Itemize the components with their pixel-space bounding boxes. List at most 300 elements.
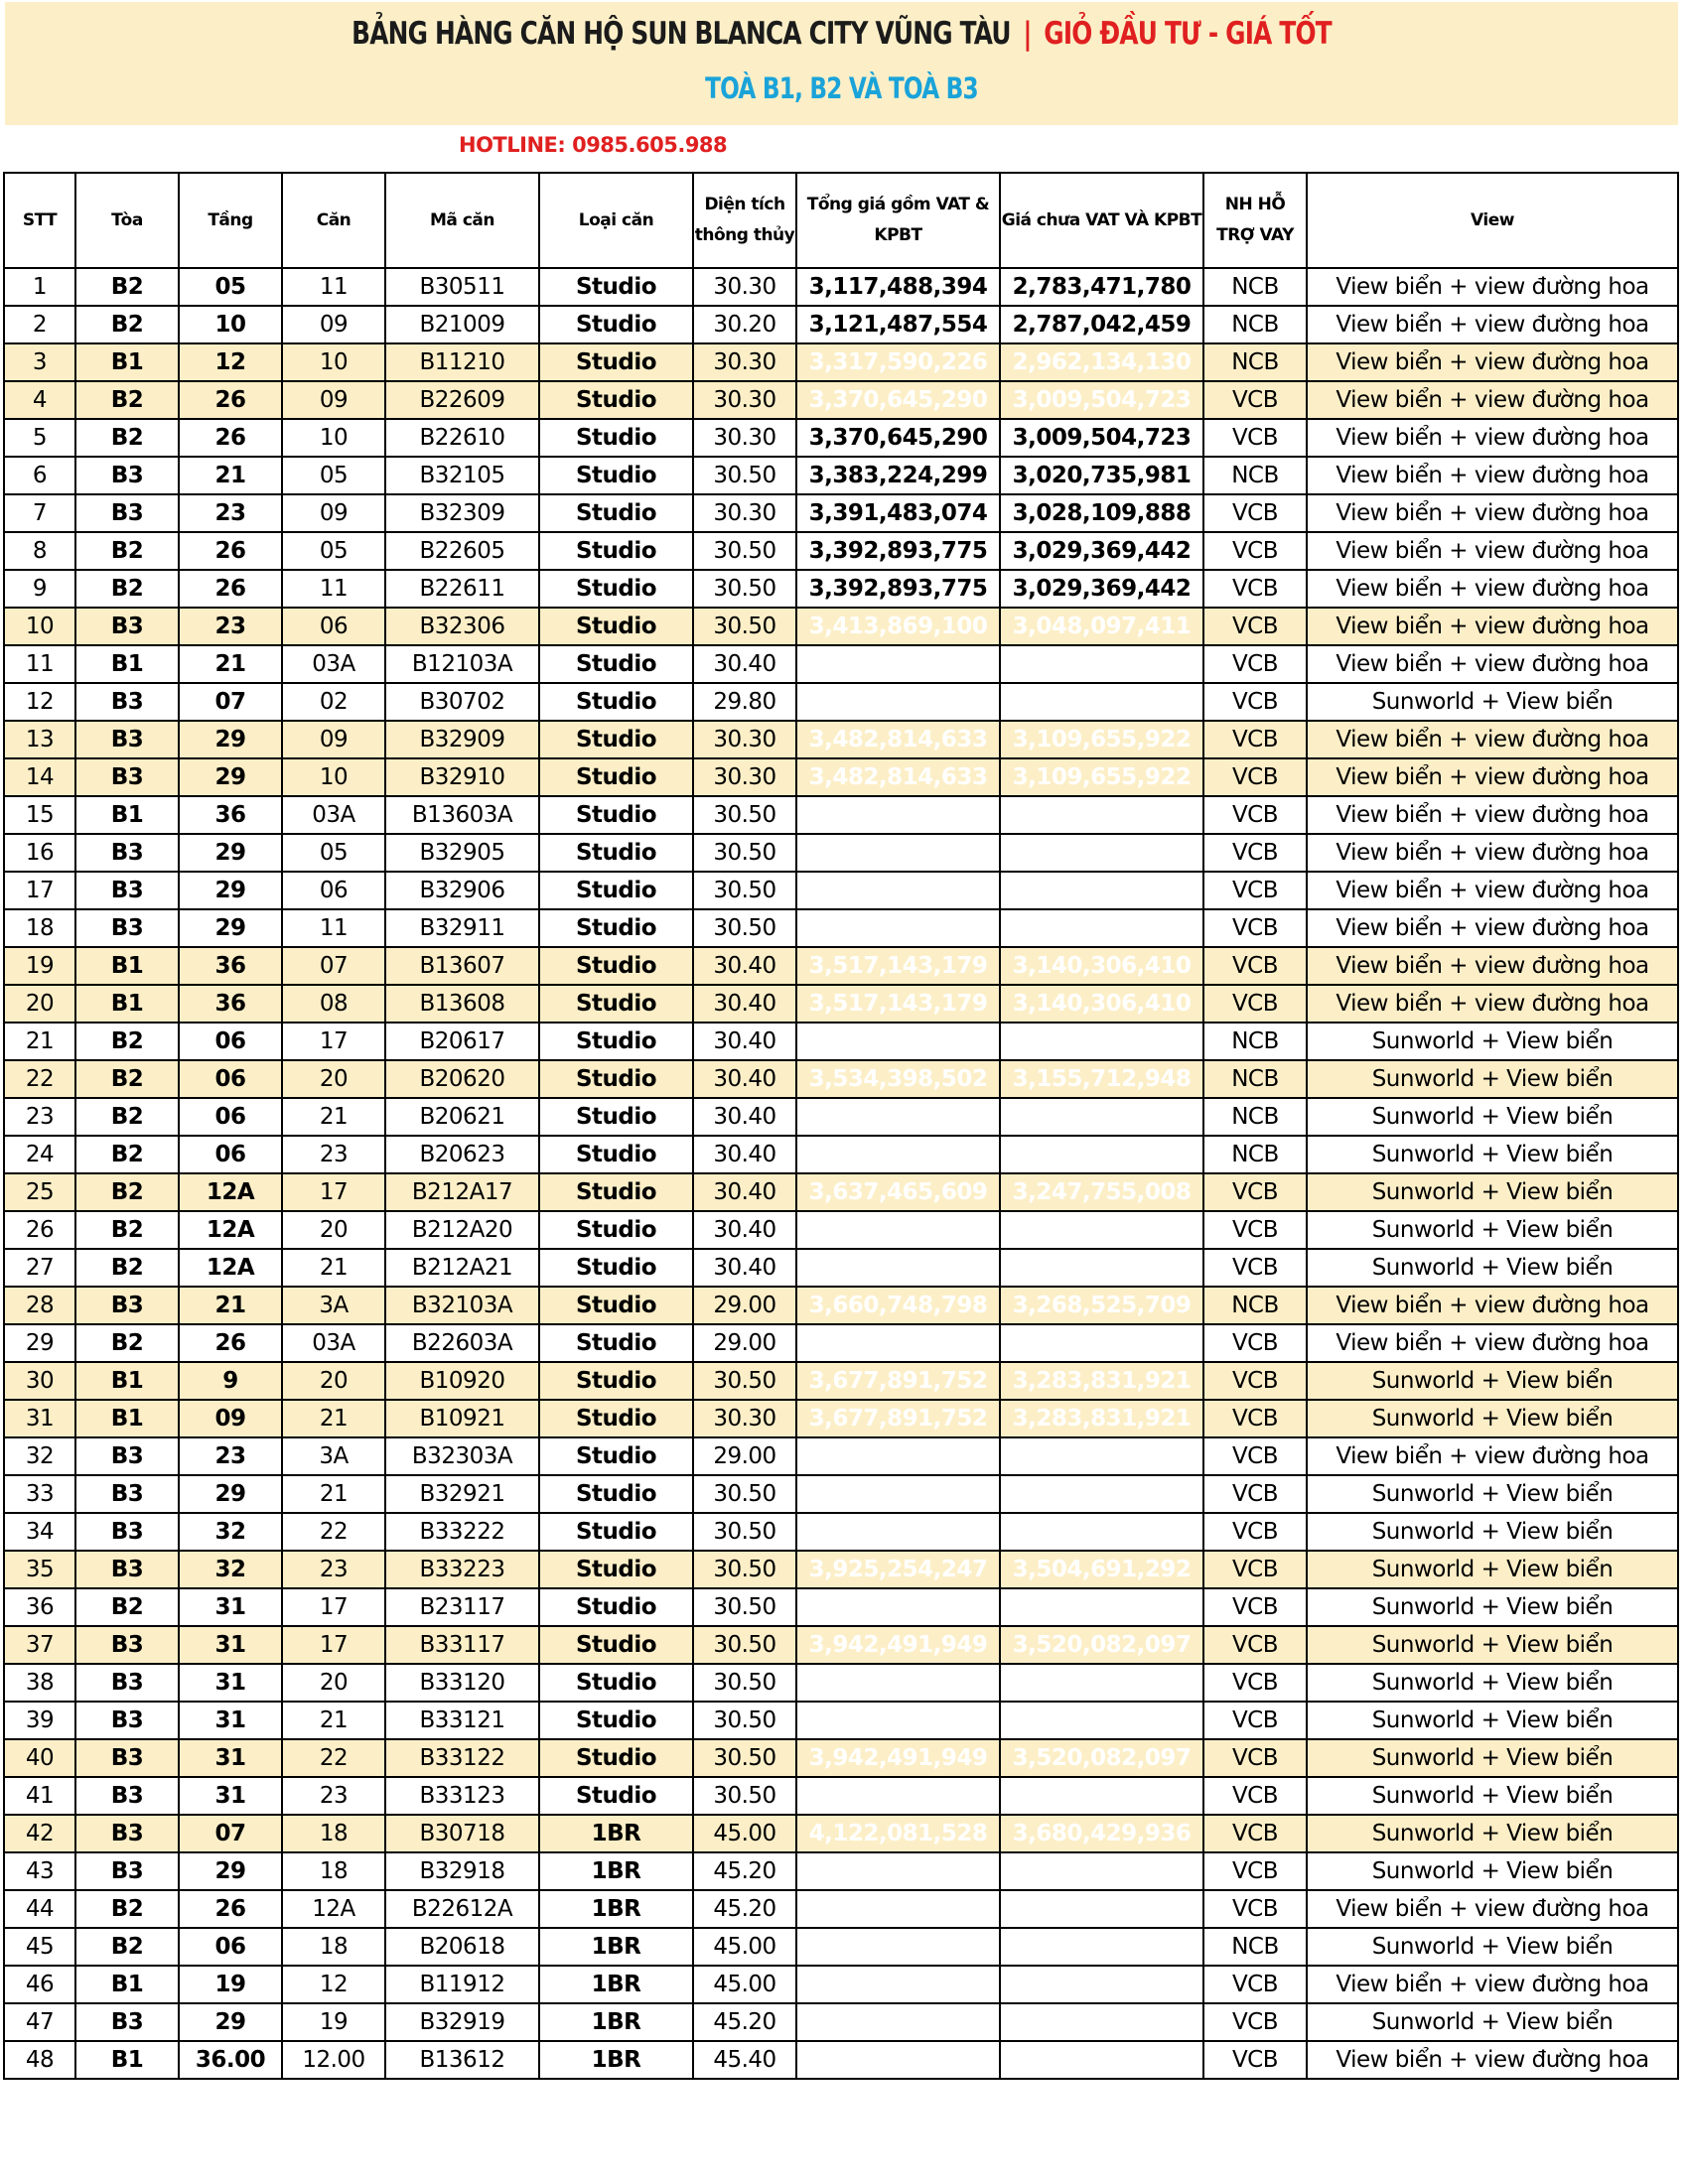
cell-stt: 2 (4, 306, 75, 343)
cell-tang: 09 (179, 1400, 282, 1437)
cell-toa: B2 (75, 1060, 179, 1098)
cell-view: Sunworld + View biển (1307, 1362, 1678, 1400)
cell-ma-can: B20618 (385, 1928, 539, 1966)
cell-view: Sunworld + View biển (1307, 1588, 1678, 1626)
cell-gia-chua-vat: 3,109,655,922 (1000, 721, 1203, 758)
cell-gia-chua-vat (1000, 1249, 1203, 1287)
cell-tang: 29 (179, 872, 282, 909)
cell-ma-can: B33120 (385, 1664, 539, 1702)
cell-tong-gia (796, 1098, 1000, 1136)
cell-view: View biển + view đường hoa (1307, 872, 1678, 909)
cell-loai-can: Studio (539, 419, 693, 457)
cell-dien-tich: 29.80 (693, 683, 796, 721)
cell-stt: 3 (4, 343, 75, 381)
table-row (4, 2041, 1678, 2079)
cell-stt: 37 (4, 1626, 75, 1664)
cell-dien-tich: 30.50 (693, 457, 796, 494)
cell-toa: B1 (75, 1400, 179, 1437)
cell-tang: 07 (179, 1815, 282, 1852)
table-row (4, 608, 1678, 645)
cell-loai-can: Studio (539, 1739, 693, 1777)
col-header-ma-can: Mã căn (385, 173, 539, 268)
cell-tang: 12A (179, 1249, 282, 1287)
cell-can: 21 (282, 1098, 385, 1136)
cell-view: Sunworld + View biển (1307, 1249, 1678, 1287)
cell-loai-can: Studio (539, 457, 693, 494)
cell-ngan-hang: VCB (1203, 1966, 1307, 2003)
cell-gia-chua-vat (1000, 1098, 1203, 1136)
cell-toa: B3 (75, 1852, 179, 1890)
cell-tong-gia (796, 1249, 1000, 1287)
cell-stt: 13 (4, 721, 75, 758)
cell-tang: 31 (179, 1739, 282, 1777)
cell-ngan-hang: NCB (1203, 1098, 1307, 1136)
cell-toa: B2 (75, 268, 179, 306)
table-row (4, 1249, 1678, 1287)
cell-ma-can: B32905 (385, 834, 539, 872)
cell-ngan-hang: VCB (1203, 796, 1307, 834)
cell-gia-chua-vat: 3,029,369,442 (1000, 532, 1203, 570)
table-row (4, 1475, 1678, 1513)
cell-ma-can: B212A20 (385, 1211, 539, 1249)
cell-toa: B3 (75, 2003, 179, 2041)
cell-toa: B2 (75, 570, 179, 608)
cell-toa: B3 (75, 1815, 179, 1852)
col-header-toa: Tòa (75, 173, 179, 268)
cell-tang: 19 (179, 1966, 282, 2003)
cell-view: Sunworld + View biển (1307, 683, 1678, 721)
cell-toa: B2 (75, 1928, 179, 1966)
cell-stt: 47 (4, 2003, 75, 2041)
cell-tong-gia (796, 1475, 1000, 1513)
cell-loai-can: Studio (539, 1551, 693, 1588)
cell-tang: 26 (179, 570, 282, 608)
cell-ma-can: B32105 (385, 457, 539, 494)
cell-loai-can: Studio (539, 1249, 693, 1287)
cell-toa: B2 (75, 1249, 179, 1287)
cell-loai-can: Studio (539, 1777, 693, 1815)
cell-gia-chua-vat: 3,140,306,410 (1000, 985, 1203, 1023)
cell-ngan-hang: VCB (1203, 645, 1307, 683)
title-main: BẢNG HÀNG CĂN HỘ SUN BLANCA CITY VŨNG TÀU (352, 16, 1011, 52)
cell-view: Sunworld + View biển (1307, 1400, 1678, 1437)
cell-toa: B2 (75, 532, 179, 570)
cell-view: Sunworld + View biển (1307, 1060, 1678, 1098)
cell-view: Sunworld + View biển (1307, 1475, 1678, 1513)
cell-dien-tich: 45.20 (693, 1852, 796, 1890)
cell-ma-can: B22611 (385, 570, 539, 608)
table-row (4, 1702, 1678, 1739)
cell-toa: B3 (75, 758, 179, 796)
cell-stt: 42 (4, 1815, 75, 1852)
cell-ngan-hang: VCB (1203, 758, 1307, 796)
cell-ma-can: B32906 (385, 872, 539, 909)
cell-dien-tich: 30.40 (693, 1023, 796, 1060)
cell-loai-can: Studio (539, 268, 693, 306)
table-row (4, 1815, 1678, 1852)
cell-loai-can: Studio (539, 872, 693, 909)
cell-dien-tich: 45.00 (693, 1966, 796, 2003)
cell-dien-tich: 30.40 (693, 1136, 796, 1173)
table-row (4, 909, 1678, 947)
table-row (4, 1551, 1678, 1588)
cell-stt: 27 (4, 1249, 75, 1287)
cell-ma-can: B11210 (385, 343, 539, 381)
cell-toa: B1 (75, 796, 179, 834)
cell-stt: 6 (4, 457, 75, 494)
cell-gia-chua-vat: 3,680,429,936 (1000, 1815, 1203, 1852)
cell-ngan-hang: VCB (1203, 532, 1307, 570)
cell-ma-can: B11912 (385, 1966, 539, 2003)
cell-can: 23 (282, 1777, 385, 1815)
cell-gia-chua-vat (1000, 1664, 1203, 1702)
cell-loai-can: Studio (539, 1324, 693, 1362)
cell-dien-tich: 30.30 (693, 343, 796, 381)
cell-view: Sunworld + View biển (1307, 1815, 1678, 1852)
table-row (4, 1324, 1678, 1362)
table-row (4, 834, 1678, 872)
cell-stt: 4 (4, 381, 75, 419)
cell-tong-gia: 3,942,491,949 (796, 1739, 1000, 1777)
cell-view: View biển + view đường hoa (1307, 494, 1678, 532)
cell-ma-can: B22610 (385, 419, 539, 457)
cell-ngan-hang: VCB (1203, 683, 1307, 721)
table-row (4, 268, 1678, 306)
table-row (4, 1588, 1678, 1626)
cell-gia-chua-vat: 2,783,471,780 (1000, 268, 1203, 306)
cell-loai-can: Studio (539, 1287, 693, 1324)
cell-tang: 06 (179, 1098, 282, 1136)
cell-can: 09 (282, 494, 385, 532)
cell-tong-gia: 3,660,748,798 (796, 1287, 1000, 1324)
cell-toa: B3 (75, 1664, 179, 1702)
cell-gia-chua-vat (1000, 645, 1203, 683)
cell-can: 10 (282, 343, 385, 381)
cell-dien-tich: 45.20 (693, 1890, 796, 1928)
cell-can: 17 (282, 1588, 385, 1626)
cell-tang: 26 (179, 532, 282, 570)
cell-ngan-hang: VCB (1203, 985, 1307, 1023)
cell-dien-tich: 30.50 (693, 608, 796, 645)
cell-dien-tich: 30.50 (693, 834, 796, 872)
cell-dien-tich: 30.50 (693, 909, 796, 947)
cell-gia-chua-vat (1000, 1966, 1203, 2003)
cell-ma-can: B32309 (385, 494, 539, 532)
cell-tong-gia: 3,677,891,752 (796, 1400, 1000, 1437)
cell-tang: 31 (179, 1588, 282, 1626)
cell-loai-can: Studio (539, 985, 693, 1023)
cell-tang: 31 (179, 1702, 282, 1739)
cell-stt: 36 (4, 1588, 75, 1626)
cell-loai-can: Studio (539, 532, 693, 570)
cell-can: 02 (282, 683, 385, 721)
cell-ma-can: B33121 (385, 1702, 539, 1739)
cell-can: 05 (282, 457, 385, 494)
cell-dien-tich: 30.50 (693, 872, 796, 909)
cell-tang: 10 (179, 306, 282, 343)
cell-tang: 26 (179, 1890, 282, 1928)
cell-view: View biển + view đường hoa (1307, 1890, 1678, 1928)
cell-tong-gia (796, 1513, 1000, 1551)
cell-gia-chua-vat: 3,009,504,723 (1000, 381, 1203, 419)
cell-ma-can: B13603A (385, 796, 539, 834)
cell-can: 10 (282, 419, 385, 457)
cell-stt: 46 (4, 1966, 75, 2003)
cell-tang: 29 (179, 721, 282, 758)
cell-gia-chua-vat (1000, 909, 1203, 947)
cell-loai-can: Studio (539, 1626, 693, 1664)
cell-loai-can: Studio (539, 1588, 693, 1626)
cell-toa: B3 (75, 721, 179, 758)
cell-gia-chua-vat (1000, 796, 1203, 834)
cell-tang: 23 (179, 494, 282, 532)
cell-tang: 36 (179, 947, 282, 985)
cell-dien-tich: 30.40 (693, 1098, 796, 1136)
cell-ma-can: B20620 (385, 1060, 539, 1098)
cell-ma-can: B30511 (385, 268, 539, 306)
cell-stt: 30 (4, 1362, 75, 1400)
cell-ma-can: B22605 (385, 532, 539, 570)
cell-stt: 24 (4, 1136, 75, 1173)
cell-loai-can: Studio (539, 758, 693, 796)
cell-ngan-hang: VCB (1203, 1173, 1307, 1211)
cell-can: 21 (282, 1249, 385, 1287)
cell-ma-can: B212A17 (385, 1173, 539, 1211)
cell-stt: 10 (4, 608, 75, 645)
cell-gia-chua-vat (1000, 1702, 1203, 1739)
cell-stt: 18 (4, 909, 75, 947)
cell-ma-can: B23117 (385, 1588, 539, 1626)
table-row (4, 1966, 1678, 2003)
cell-view: Sunworld + View biển (1307, 1664, 1678, 1702)
cell-loai-can: Studio (539, 1060, 693, 1098)
cell-ngan-hang: VCB (1203, 570, 1307, 608)
cell-dien-tich: 30.50 (693, 1362, 796, 1400)
cell-gia-chua-vat (1000, 1777, 1203, 1815)
cell-toa: B2 (75, 1588, 179, 1626)
cell-view: View biển + view đường hoa (1307, 796, 1678, 834)
cell-tong-gia (796, 872, 1000, 909)
cell-tong-gia (796, 645, 1000, 683)
cell-view: View biển + view đường hoa (1307, 570, 1678, 608)
cell-toa: B1 (75, 985, 179, 1023)
cell-ma-can: B32303A (385, 1437, 539, 1475)
cell-ngan-hang: NCB (1203, 1060, 1307, 1098)
cell-gia-chua-vat: 3,009,504,723 (1000, 419, 1203, 457)
cell-ma-can: B33117 (385, 1626, 539, 1664)
cell-stt: 43 (4, 1852, 75, 1890)
cell-tong-gia (796, 2041, 1000, 2079)
cell-toa: B3 (75, 1777, 179, 1815)
cell-tong-gia (796, 834, 1000, 872)
cell-tong-gia (796, 1588, 1000, 1626)
cell-ngan-hang: VCB (1203, 494, 1307, 532)
cell-gia-chua-vat (1000, 1023, 1203, 1060)
cell-tong-gia: 3,534,398,502 (796, 1060, 1000, 1098)
cell-tang: 23 (179, 608, 282, 645)
table-row (4, 494, 1678, 532)
cell-can: 17 (282, 1173, 385, 1211)
cell-toa: B3 (75, 1513, 179, 1551)
cell-gia-chua-vat: 3,048,097,411 (1000, 608, 1203, 645)
cell-dien-tich: 30.50 (693, 1626, 796, 1664)
cell-ngan-hang: VCB (1203, 1852, 1307, 1890)
cell-toa: B1 (75, 1966, 179, 2003)
cell-dien-tich: 30.50 (693, 1664, 796, 1702)
cell-ngan-hang: VCB (1203, 1437, 1307, 1475)
table-row (4, 1173, 1678, 1211)
col-header-tong-gia: Tổng giá gồm VAT & KPBT (796, 173, 1000, 268)
cell-ma-can: B30702 (385, 683, 539, 721)
cell-ma-can: B212A21 (385, 1249, 539, 1287)
cell-ma-can: B32306 (385, 608, 539, 645)
cell-dien-tich: 30.30 (693, 381, 796, 419)
cell-tang: 06 (179, 1136, 282, 1173)
cell-tong-gia: 3,482,814,633 (796, 721, 1000, 758)
cell-tong-gia: 3,482,814,633 (796, 758, 1000, 796)
cell-dien-tich: 45.40 (693, 2041, 796, 2079)
cell-stt: 38 (4, 1664, 75, 1702)
cell-loai-can: 1BR (539, 1815, 693, 1852)
cell-tong-gia: 3,370,645,290 (796, 419, 1000, 457)
cell-stt: 7 (4, 494, 75, 532)
cell-stt: 17 (4, 872, 75, 909)
cell-toa: B2 (75, 419, 179, 457)
cell-gia-chua-vat (1000, 1475, 1203, 1513)
cell-view: Sunworld + View biển (1307, 1626, 1678, 1664)
cell-view: View biển + view đường hoa (1307, 457, 1678, 494)
cell-ngan-hang: VCB (1203, 1739, 1307, 1777)
table-row (4, 1400, 1678, 1437)
cell-ngan-hang: VCB (1203, 1890, 1307, 1928)
cell-stt: 31 (4, 1400, 75, 1437)
cell-ngan-hang: VCB (1203, 1588, 1307, 1626)
cell-toa: B2 (75, 1136, 179, 1173)
cell-ngan-hang: VCB (1203, 872, 1307, 909)
cell-dien-tich: 45.00 (693, 1928, 796, 1966)
cell-can: 3A (282, 1287, 385, 1324)
cell-toa: B1 (75, 947, 179, 985)
cell-gia-chua-vat (1000, 872, 1203, 909)
cell-view: View biển + view đường hoa (1307, 985, 1678, 1023)
cell-view: View biển + view đường hoa (1307, 381, 1678, 419)
table-row (4, 947, 1678, 985)
cell-stt: 15 (4, 796, 75, 834)
cell-stt: 9 (4, 570, 75, 608)
cell-gia-chua-vat: 3,520,082,097 (1000, 1739, 1203, 1777)
cell-ngan-hang: VCB (1203, 1324, 1307, 1362)
cell-tong-gia: 3,925,254,247 (796, 1551, 1000, 1588)
cell-loai-can: 1BR (539, 2041, 693, 2079)
cell-view: View biển + view đường hoa (1307, 721, 1678, 758)
cell-loai-can: 1BR (539, 1890, 693, 1928)
cell-loai-can: Studio (539, 608, 693, 645)
cell-ngan-hang: VCB (1203, 1702, 1307, 1739)
cell-gia-chua-vat (1000, 834, 1203, 872)
cell-toa: B3 (75, 872, 179, 909)
cell-ma-can: B10921 (385, 1400, 539, 1437)
cell-gia-chua-vat (1000, 2041, 1203, 2079)
cell-stt: 35 (4, 1551, 75, 1588)
cell-toa: B3 (75, 834, 179, 872)
table-row (4, 1211, 1678, 1249)
cell-tong-gia (796, 796, 1000, 834)
cell-ma-can: B20623 (385, 1136, 539, 1173)
cell-can: 12A (282, 1890, 385, 1928)
col-header-dien-tich: Diện tích thông thủy (693, 173, 796, 268)
cell-dien-tich: 30.40 (693, 947, 796, 985)
cell-tong-gia (796, 1664, 1000, 1702)
cell-loai-can: Studio (539, 834, 693, 872)
cell-tong-gia: 3,517,143,179 (796, 985, 1000, 1023)
cell-ngan-hang: VCB (1203, 834, 1307, 872)
cell-view: Sunworld + View biển (1307, 1098, 1678, 1136)
cell-tong-gia: 3,413,869,100 (796, 608, 1000, 645)
cell-ngan-hang: VCB (1203, 1211, 1307, 1249)
cell-loai-can: Studio (539, 494, 693, 532)
cell-stt: 23 (4, 1098, 75, 1136)
cell-ma-can: B10920 (385, 1362, 539, 1400)
cell-can: 20 (282, 1211, 385, 1249)
cell-tang: 06 (179, 1060, 282, 1098)
table-row (4, 1777, 1678, 1815)
cell-stt: 12 (4, 683, 75, 721)
cell-ma-can: B32918 (385, 1852, 539, 1890)
cell-toa: B2 (75, 1023, 179, 1060)
cell-can: 06 (282, 872, 385, 909)
table-row (4, 570, 1678, 608)
cell-tang: 21 (179, 457, 282, 494)
cell-can: 05 (282, 532, 385, 570)
cell-view: View biển + view đường hoa (1307, 306, 1678, 343)
cell-dien-tich: 30.30 (693, 758, 796, 796)
cell-view: Sunworld + View biển (1307, 1928, 1678, 1966)
cell-tang: 31 (179, 1664, 282, 1702)
cell-ma-can: B22612A (385, 1890, 539, 1928)
cell-tang: 36 (179, 796, 282, 834)
cell-toa: B3 (75, 683, 179, 721)
cell-ngan-hang: VCB (1203, 1513, 1307, 1551)
cell-tong-gia (796, 1136, 1000, 1173)
cell-view: View biển + view đường hoa (1307, 532, 1678, 570)
cell-toa: B3 (75, 1626, 179, 1664)
cell-dien-tich: 29.00 (693, 1287, 796, 1324)
cell-ngan-hang: VCB (1203, 1400, 1307, 1437)
table-row (4, 1287, 1678, 1324)
col-header-gia-chua-vat: Giá chưa VAT VÀ KPBT (1000, 173, 1203, 268)
cell-tong-gia: 3,383,224,299 (796, 457, 1000, 494)
cell-tong-gia (796, 1966, 1000, 2003)
cell-gia-chua-vat: 3,029,369,442 (1000, 570, 1203, 608)
cell-tang: 07 (179, 683, 282, 721)
cell-can: 20 (282, 1664, 385, 1702)
col-header-view: View (1307, 173, 1678, 268)
cell-stt: 20 (4, 985, 75, 1023)
cell-tang: 21 (179, 1287, 282, 1324)
cell-dien-tich: 30.40 (693, 1060, 796, 1098)
cell-stt: 5 (4, 419, 75, 457)
cell-toa: B2 (75, 1173, 179, 1211)
cell-tang: 26 (179, 1324, 282, 1362)
cell-view: View biển + view đường hoa (1307, 419, 1678, 457)
cell-loai-can: Studio (539, 1173, 693, 1211)
table-row (4, 381, 1678, 419)
cell-can: 03A (282, 1324, 385, 1362)
cell-can: 23 (282, 1136, 385, 1173)
cell-can: 20 (282, 1362, 385, 1400)
cell-toa: B3 (75, 1475, 179, 1513)
cell-tong-gia: 3,121,487,554 (796, 306, 1000, 343)
